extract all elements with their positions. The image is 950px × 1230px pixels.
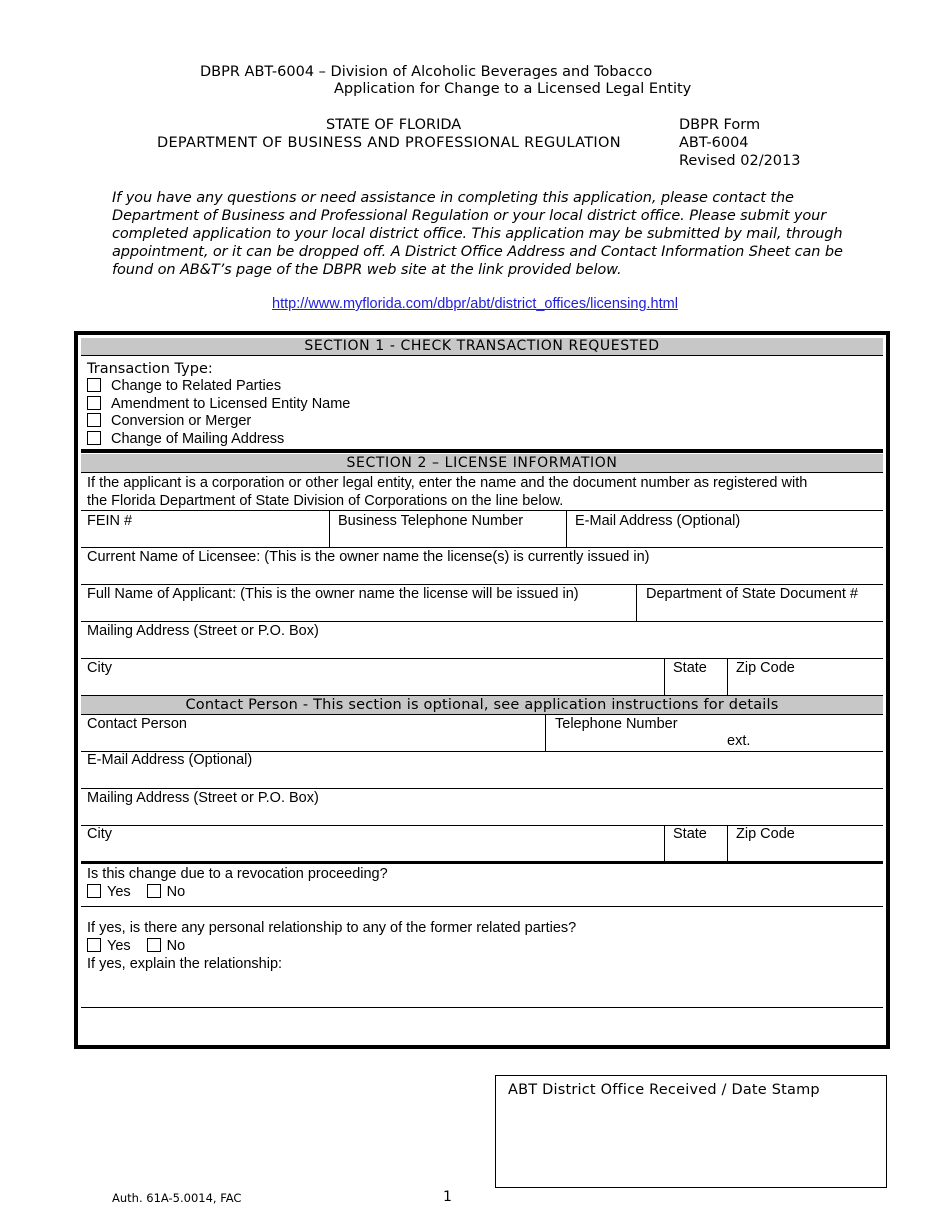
option-amend-name[interactable] xyxy=(87,396,350,414)
option-label: Amendment to Licensed Entity Name xyxy=(111,395,351,412)
revocation-answer[interactable] xyxy=(87,883,185,901)
contact-section-title: Contact Person - This section is optional, see application instructions for details xyxy=(81,696,883,714)
authority-citation: Auth. 61A-5.0014, FAC xyxy=(112,1191,242,1205)
date-stamp-label: ABT District Office Received / Date Stamp xyxy=(508,1082,820,1098)
option-related-parties[interactable] xyxy=(87,378,281,396)
contact-person-field[interactable]: Contact Person xyxy=(87,716,187,732)
option-conversion[interactable] xyxy=(87,413,251,431)
intro-line: completed application to your local district office. This application may be submitted by mail, through xyxy=(112,226,843,242)
intro-line: If you have any questions or need assistance in completing this application, please contact the xyxy=(112,190,794,206)
fein-field[interactable]: FEIN # xyxy=(87,513,133,529)
explanation-line[interactable] xyxy=(81,1008,883,1034)
relationship-question: If yes, is there any personal relationship to any of the former related parties? xyxy=(87,920,577,936)
form-number: ABT-6004 xyxy=(679,135,749,151)
contact-email-field[interactable]: E-Mail Address (Optional) xyxy=(87,752,253,768)
explain-relationship-label: If yes, explain the relationship: xyxy=(87,956,283,972)
no-checkbox[interactable] xyxy=(147,884,161,898)
no-label: No xyxy=(166,938,186,954)
yes-checkbox[interactable] xyxy=(87,884,101,898)
revocation-question: Is this change due to a revocation proceeding? xyxy=(87,866,388,882)
page-number: 1 xyxy=(443,1189,452,1205)
yes-checkbox[interactable] xyxy=(87,938,101,952)
section2-title: SECTION 2 – LICENSE INFORMATION xyxy=(81,454,883,472)
current-licensee-name-field[interactable]: Current Name of Licensee: (This is the owner name the license(s) is currently issued in) xyxy=(87,549,650,565)
email-field[interactable]: E-Mail Address (Optional) xyxy=(575,513,741,529)
checkbox[interactable] xyxy=(87,413,101,427)
contact-state-field[interactable]: State xyxy=(673,826,707,842)
application-form xyxy=(74,331,890,1049)
contact-zip-field[interactable]: Zip Code xyxy=(736,826,795,842)
contact-phone-field[interactable]: Telephone Number xyxy=(555,716,678,732)
district-offices-link[interactable]: http://www.myflorida.com/dbpr/abt/district_offices/licensing.html xyxy=(272,296,678,312)
contact-mailing-address-field[interactable]: Mailing Address (Street or P.O. Box) xyxy=(87,790,319,806)
yes-label: Yes xyxy=(107,938,131,954)
intro-line: found on AB&T’s page of the DBPR web site at the link provided below. xyxy=(112,262,622,278)
state-field[interactable]: State xyxy=(673,660,707,676)
relationship-answer[interactable] xyxy=(87,937,185,955)
state-document-number-field[interactable]: Department of State Document # xyxy=(646,586,858,602)
business-phone-field[interactable]: Business Telephone Number xyxy=(338,513,524,529)
form-title-line2: Application for Change to a Licensed Legal Entity xyxy=(334,81,692,97)
yes-label: Yes xyxy=(107,884,131,900)
date-stamp-box xyxy=(495,1075,887,1188)
option-label: Conversion or Merger xyxy=(111,413,252,429)
option-label: Change to Related Parties xyxy=(111,378,282,394)
applicant-name-field[interactable]: Full Name of Applicant: (This is the owner name the license will be issued in) xyxy=(87,586,579,602)
contact-city-field[interactable]: City xyxy=(87,826,112,842)
form-title-line1: DBPR ABT-6004 – Division of Alcoholic Beverages and Tobacco xyxy=(200,64,653,80)
phone-extension-label: ext. xyxy=(727,733,751,749)
checkbox[interactable] xyxy=(87,378,101,392)
revised-date: Revised 02/2013 xyxy=(679,153,801,169)
state-heading: STATE OF FLORIDA xyxy=(326,117,462,133)
department-heading: DEPARTMENT OF BUSINESS AND PROFESSIONAL REGULATION xyxy=(157,135,621,151)
intro-line: appointment, or it can be dropped off. A District Office Address and Contact Information Sheet can be xyxy=(112,244,843,260)
checkbox[interactable] xyxy=(87,431,101,445)
intro-paragraph xyxy=(112,189,843,279)
form-label: DBPR Form xyxy=(679,117,761,133)
city-field[interactable]: City xyxy=(87,660,112,676)
checkbox[interactable] xyxy=(87,396,101,410)
transaction-type-label: Transaction Type: xyxy=(87,361,213,377)
intro-line: Department of Business and Professional Regulation or your local district office. Please submit your xyxy=(112,208,827,224)
option-label: Change of Mailing Address xyxy=(111,430,285,447)
mailing-address-field[interactable]: Mailing Address (Street or P.O. Box) xyxy=(87,623,319,639)
zip-field[interactable]: Zip Code xyxy=(736,660,795,676)
no-checkbox[interactable] xyxy=(147,938,161,952)
section2-instruction-1: If the applicant is a corporation or other legal entity, enter the name and the document number as registered with xyxy=(87,475,808,491)
section2-instruction-2: the Florida Department of State Division of Corporations on the line below. xyxy=(87,493,564,509)
option-mailing-address[interactable] xyxy=(87,431,284,449)
section1-title: SECTION 1 - CHECK TRANSACTION REQUESTED xyxy=(81,338,883,355)
no-label: No xyxy=(166,884,186,900)
